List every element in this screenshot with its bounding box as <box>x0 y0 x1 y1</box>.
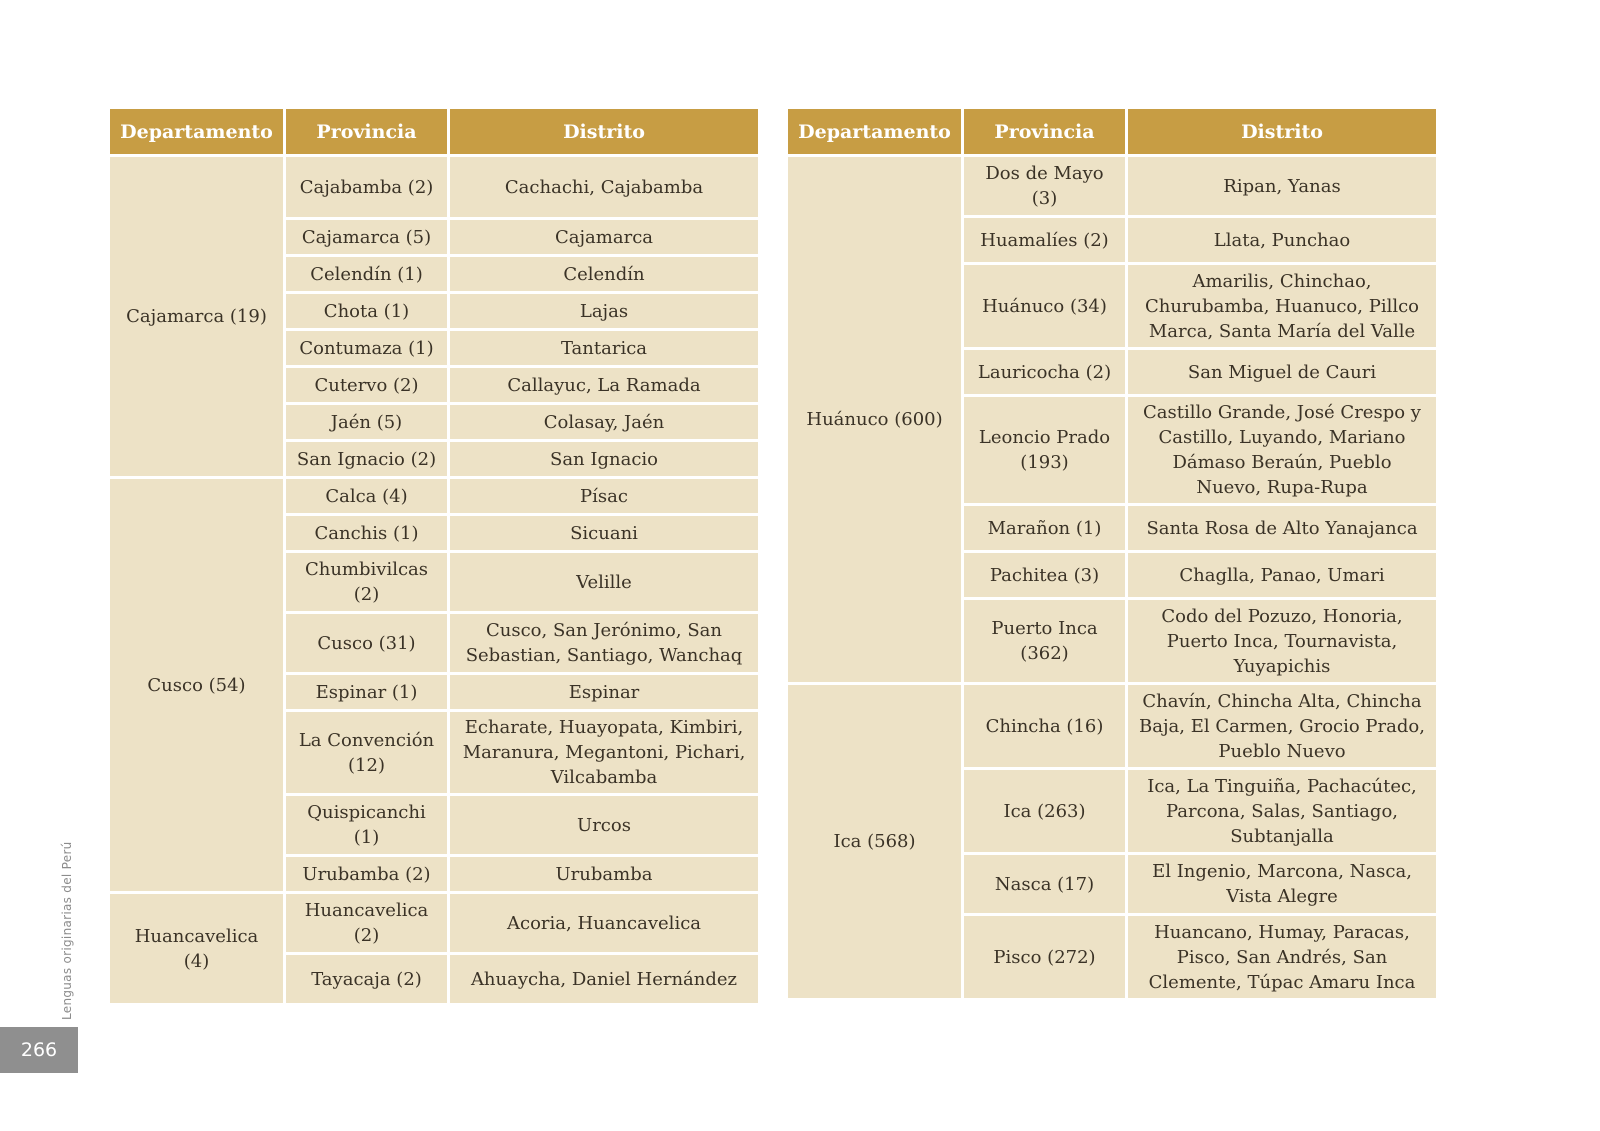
distrito-cell: Urcos <box>450 796 758 854</box>
header-distrito: Distrito <box>1128 109 1436 154</box>
page-number: 266 <box>0 1027 78 1073</box>
distrito-cell: Cajamarca <box>450 220 758 254</box>
provincia-cell: Dos de Mayo (3) <box>964 157 1125 215</box>
distrito-cell: Santa Rosa de Alto Yanajanca <box>1128 506 1436 550</box>
table-header-row <box>788 109 1436 154</box>
left-table <box>107 106 761 1006</box>
provincia-cell: Cajamarca (5) <box>286 220 447 254</box>
distrito-cell: Callayuc, La Ramada <box>450 368 758 402</box>
distrito-cell: San Miguel de Cauri <box>1128 350 1436 394</box>
sidebar-book-title: Lenguas originarias del Perú <box>60 841 74 1020</box>
distrito-cell: Huancano, Humay, Paracas, Pisco, San Andrés, San Clemente, Túpac Amaru Inca <box>1128 916 1436 998</box>
provincia-cell: Pisco (272) <box>964 916 1125 998</box>
distrito-cell: San Ignacio <box>450 442 758 476</box>
provincia-cell: Quispicanchi (1) <box>286 796 447 854</box>
provincia-cell: Lauricocha (2) <box>964 350 1125 394</box>
provincia-cell: Contumaza (1) <box>286 331 447 365</box>
distrito-cell: Tantarica <box>450 331 758 365</box>
provincia-cell: Leoncio Prado (193) <box>964 397 1125 503</box>
distrito-cell: Ica, La Tinguiña, Pachacútec, Parcona, Salas, Santiago, Subtanjalla <box>1128 770 1436 852</box>
distrito-cell: Chavín, Chincha Alta, Chincha Baja, El Carmen, Grocio Prado, Pueblo Nuevo <box>1128 685 1436 767</box>
distrito-cell: Velille <box>450 553 758 611</box>
provincia-cell: La Convención (12) <box>286 712 447 793</box>
provincia-cell: Huancavelica (2) <box>286 894 447 952</box>
departamento-cell: Huánuco (600) <box>788 157 961 682</box>
table-row <box>788 685 1436 767</box>
table-row <box>110 894 758 952</box>
provincia-cell: Chota (1) <box>286 294 447 328</box>
provincia-cell: Tayacaja (2) <box>286 955 447 1003</box>
distrito-cell: Amarilis, Chinchao, Churubamba, Huanuco, Pillco Marca, Santa María del Valle <box>1128 265 1436 347</box>
provincia-cell: Huánuco (34) <box>964 265 1125 347</box>
distrito-cell: Sicuani <box>450 516 758 550</box>
distrito-cell: Urubamba <box>450 857 758 891</box>
distrito-cell: Espinar <box>450 675 758 709</box>
provincia-cell: Cutervo (2) <box>286 368 447 402</box>
distrito-cell: Cusco, San Jerónimo, San Sebastian, Santiago, Wanchaq <box>450 614 758 672</box>
provincia-cell: Cusco (31) <box>286 614 447 672</box>
departamento-cell: Cusco (54) <box>110 479 283 891</box>
distrito-cell: Acoria, Huancavelica <box>450 894 758 952</box>
provincia-cell: Espinar (1) <box>286 675 447 709</box>
provincia-cell: Ica (263) <box>964 770 1125 852</box>
distrito-cell: Llata, Punchao <box>1128 218 1436 262</box>
distrito-cell: Colasay, Jaén <box>450 405 758 439</box>
distrito-cell: Lajas <box>450 294 758 328</box>
distrito-cell: Chaglla, Panao, Umari <box>1128 553 1436 597</box>
provincia-cell: Urubamba (2) <box>286 857 447 891</box>
right-table <box>785 106 1439 1001</box>
provincia-cell: Pachitea (3) <box>964 553 1125 597</box>
distrito-cell: Ahuaycha, Daniel Hernández <box>450 955 758 1003</box>
provincia-cell: Jaén (5) <box>286 405 447 439</box>
header-provincia: Provincia <box>964 109 1125 154</box>
distrito-cell: Písac <box>450 479 758 513</box>
right-table-body <box>788 157 1436 998</box>
provincia-cell: Marañon (1) <box>964 506 1125 550</box>
departamento-cell: Ica (568) <box>788 685 961 998</box>
provincia-cell: Puerto Inca (362) <box>964 600 1125 682</box>
provincia-cell: Celendín (1) <box>286 257 447 291</box>
distrito-cell: Codo del Pozuzo, Honoria, Puerto Inca, Tournavista, Yuyapichis <box>1128 600 1436 682</box>
distrito-cell: Cachachi, Cajabamba <box>450 157 758 217</box>
distrito-cell: Celendín <box>450 257 758 291</box>
table-row <box>788 157 1436 215</box>
table-row <box>110 479 758 513</box>
provincia-cell: Chincha (16) <box>964 685 1125 767</box>
header-departamento: Departamento <box>110 109 283 154</box>
distrito-cell: El Ingenio, Marcona, Nasca, Vista Alegre <box>1128 855 1436 913</box>
distrito-cell: Echarate, Huayopata, Kimbiri, Maranura, Megantoni, Pichari, Vilcabamba <box>450 712 758 793</box>
table-header-row <box>110 109 758 154</box>
departamento-cell: Cajamarca (19) <box>110 157 283 476</box>
left-table-body <box>110 157 758 1003</box>
provincia-cell: San Ignacio (2) <box>286 442 447 476</box>
provincia-cell: Chumbivilcas (2) <box>286 553 447 611</box>
header-distrito: Distrito <box>450 109 758 154</box>
table-row <box>110 157 758 217</box>
distrito-cell: Ripan, Yanas <box>1128 157 1436 215</box>
provincia-cell: Calca (4) <box>286 479 447 513</box>
header-departamento: Departamento <box>788 109 961 154</box>
provincia-cell: Canchis (1) <box>286 516 447 550</box>
provincia-cell: Huamalíes (2) <box>964 218 1125 262</box>
header-provincia: Provincia <box>286 109 447 154</box>
departamento-cell: Huancavelica (4) <box>110 894 283 1003</box>
distrito-cell: Castillo Grande, José Crespo y Castillo, Luyando, Mariano Dámaso Beraún, Pueblo Nuevo, Rupa-Rupa <box>1128 397 1436 503</box>
provincia-cell: Cajabamba (2) <box>286 157 447 217</box>
provincia-cell: Nasca (17) <box>964 855 1125 913</box>
